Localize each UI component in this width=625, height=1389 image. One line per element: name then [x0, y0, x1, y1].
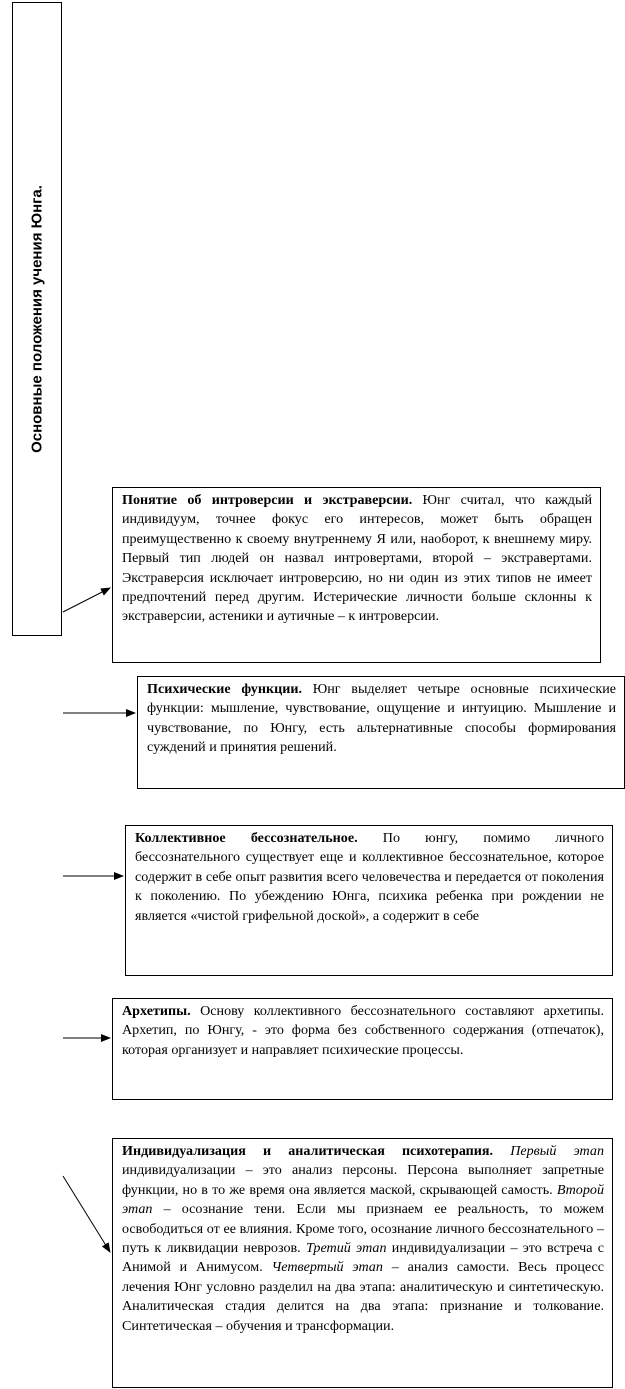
- block-body: Юнг считал, что каждый индивидуум, точнее фокус его интересов, может быть обращен преимущественно к своему внутреннему Я или, наоборот, к внешнему миру. Первый тип людей он назвал интровертами, второй – экстравертами. Экстраверсия исключает интроверсию, но ни один из этих типов не имеет предпочтений перед другим. Истерические личности больше склонны к экстраверсии, астеники и аутичные – к интроверсии.: [122, 492, 592, 625]
- stage-label: Первый этап: [510, 1143, 604, 1159]
- block-heading: Понятие об интроверсии и экстраверсии.: [122, 492, 413, 508]
- stage-label: Четвертый этап: [271, 1259, 383, 1276]
- block-body: Юнг выделяет четыре основные психические функции: мышление, чувствование, ощущение и интуицию. Мышление и чувствование, по Юнгу, есть альтернативные способы формирования суждений и принятия решений.: [147, 681, 616, 756]
- stage-label: Третий этап: [305, 1240, 387, 1257]
- block-heading: Архетипы.: [122, 1003, 191, 1019]
- stage-label: Второй этап: [122, 1181, 604, 1218]
- block-collective-unconscious: [125, 825, 613, 976]
- block-body-part: индивидуализации – это анализ персоны. Персона выполняет запретные функции, но в то же время она является маской, скрывающей самость.: [122, 1162, 604, 1198]
- block-body-part: – осознание тени. Если мы признаем ее реальность, то можем освободиться от ее влияния. Кроме того, осознание личного бессознательного – путь к ликвидации неврозов.: [122, 1201, 604, 1257]
- block-heading: Коллективное бессознательное.: [135, 830, 358, 846]
- block-individuation-therapy: [112, 1138, 613, 1388]
- block-heading: Психические функции.: [147, 681, 302, 697]
- block-body: Основу коллективного бессознательного составляют архетипы. Архетип, по Юнгу, - это форма без собственного содержания (отпечаток), которая организует и направляет психические процессы.: [122, 1003, 604, 1058]
- arrow-to-block-1: [63, 588, 110, 612]
- block-archetypes: [112, 998, 613, 1100]
- arrow-to-block-5: [63, 1176, 110, 1252]
- block-introversion-extraversion: [112, 487, 601, 663]
- block-body-part: [493, 1143, 510, 1159]
- block-body-part: – анализ самости. Весь процесс лечения Юнг условно разделил на два этапа: аналитическую и синтетическую. Аналитическая стадия делится на два этапа: признание и толкование. Синтетическая – обучения и трансформации.: [122, 1259, 604, 1334]
- block-heading: Индивидуализация и аналитическая психотерапия.: [122, 1143, 494, 1159]
- block-body: По юнгу, помимо личного бессознательного существует еще и коллективное бессознательное, которое содержит в себе опыт развития всего человечества и передается от поколения к поколению. По убеждению Юнга, психика ребенка при рождении не является «чистой грифельной доской», а содержит в себе: [135, 830, 605, 924]
- block-body-part: индивидуализации – это встреча с Анимой и Анимусом.: [122, 1240, 605, 1276]
- diagram-title: Основные положения учения Юнга.: [28, 185, 46, 453]
- block-psychic-functions: [137, 676, 625, 789]
